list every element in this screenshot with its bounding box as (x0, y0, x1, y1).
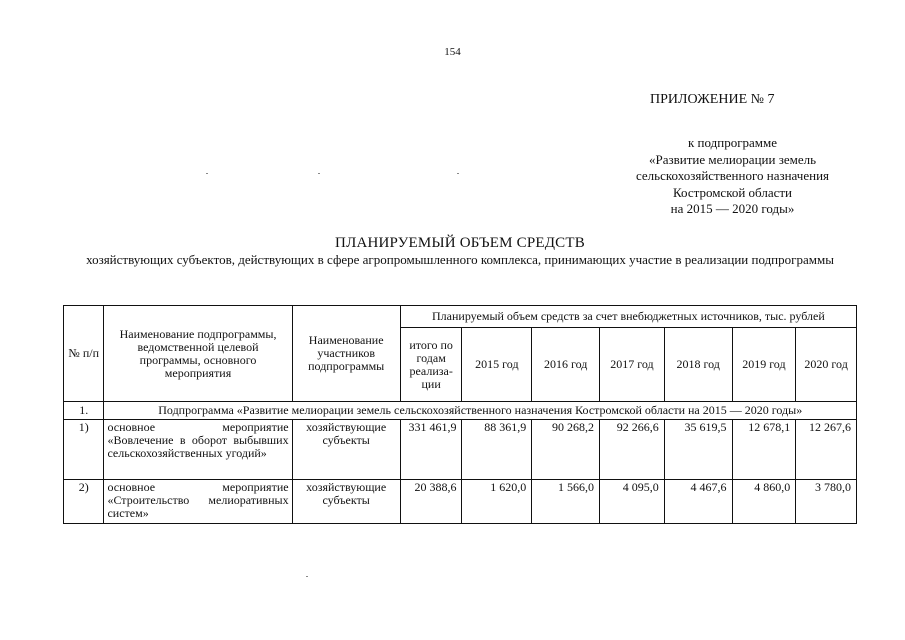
row-value: 90 268,2 (532, 420, 600, 480)
row-name: основное мероприятие «Строительство мелиоративных систем» (104, 480, 292, 524)
appendix-ref-line: сельскохозяйственного назначения (635, 168, 830, 183)
header-name: Наименование подпрограммы, ведомственной целевой программы, основного мероприятия (104, 306, 292, 402)
appendix-title: ПРИЛОЖЕНИЕ № 7 (650, 92, 775, 107)
appendix-reference (590, 135, 875, 218)
funding-table (63, 305, 857, 524)
row-value: 1 620,0 (462, 480, 532, 524)
row-participant: хозяйствующие субъекты (292, 480, 400, 524)
header-total: итого по годам реализа-ции (400, 328, 462, 402)
table-row (64, 420, 857, 480)
row-participant: хозяйствующие субъекты (292, 420, 400, 480)
header-num: № п/п (64, 306, 104, 402)
scan-speck (306, 576, 308, 577)
subprogram-num: 1. (64, 402, 104, 420)
row-value: 3 780,0 (796, 480, 857, 524)
appendix-ref-line: к подпрограмме (687, 135, 778, 150)
heading-subtitle: хозяйствующих субъектов, действующих в сфере агропромышленного комплекса, принимающих участие в реализации подпрограммы (86, 252, 834, 267)
appendix-ref-line: на 2015 — 2020 годы» (670, 201, 795, 216)
subprogram-name: Подпрограмма «Развитие мелиорации земель сельскохозяйственного назначения Костромской области на 2015 — 2020 годы» (104, 402, 857, 420)
header-year: 2015 год (462, 328, 532, 402)
header-year: 2017 год (600, 328, 665, 402)
header-year: 2020 год (796, 328, 857, 402)
header-year: 2019 год (732, 328, 796, 402)
row-value: 4 860,0 (732, 480, 796, 524)
row-value: 88 361,9 (462, 420, 532, 480)
row-value: 4 467,6 (664, 480, 732, 524)
heading-title: ПЛАНИРУЕМЫЙ ОБЪЕМ СРЕДСТВ (335, 235, 585, 251)
row-value: 12 267,6 (796, 420, 857, 480)
appendix-ref-line: Костромской области (672, 184, 793, 200)
row-total: 331 461,9 (400, 420, 462, 480)
header-year: 2018 год (664, 328, 732, 402)
table-header-row (64, 306, 857, 328)
scan-speck (318, 173, 320, 174)
row-value: 12 678,1 (732, 420, 796, 480)
table-row (64, 480, 857, 524)
row-value: 4 095,0 (600, 480, 665, 524)
header-funding-group: Планируемый объем средств за счет внебюджетных источников, тыс. рублей (400, 306, 856, 328)
row-total: 20 388,6 (400, 480, 462, 524)
page-number: 154 (444, 46, 461, 58)
subprogram-row (64, 402, 857, 420)
row-num: 1) (64, 420, 104, 480)
row-name: основное мероприятие «Вовлечение в оборот выбывших сельскохозяйственных угодий» (104, 420, 292, 480)
row-value: 35 619,5 (664, 420, 732, 480)
header-participants: Наименование участников подпрограммы (292, 306, 400, 402)
row-num: 2) (64, 480, 104, 524)
appendix-ref-line: «Развитие мелиорации земель (648, 151, 817, 167)
scan-speck (206, 173, 208, 174)
document-heading (60, 234, 860, 268)
header-year: 2016 год (532, 328, 600, 402)
row-value: 1 566,0 (532, 480, 600, 524)
row-value: 92 266,6 (600, 420, 665, 480)
scan-speck (457, 173, 459, 174)
